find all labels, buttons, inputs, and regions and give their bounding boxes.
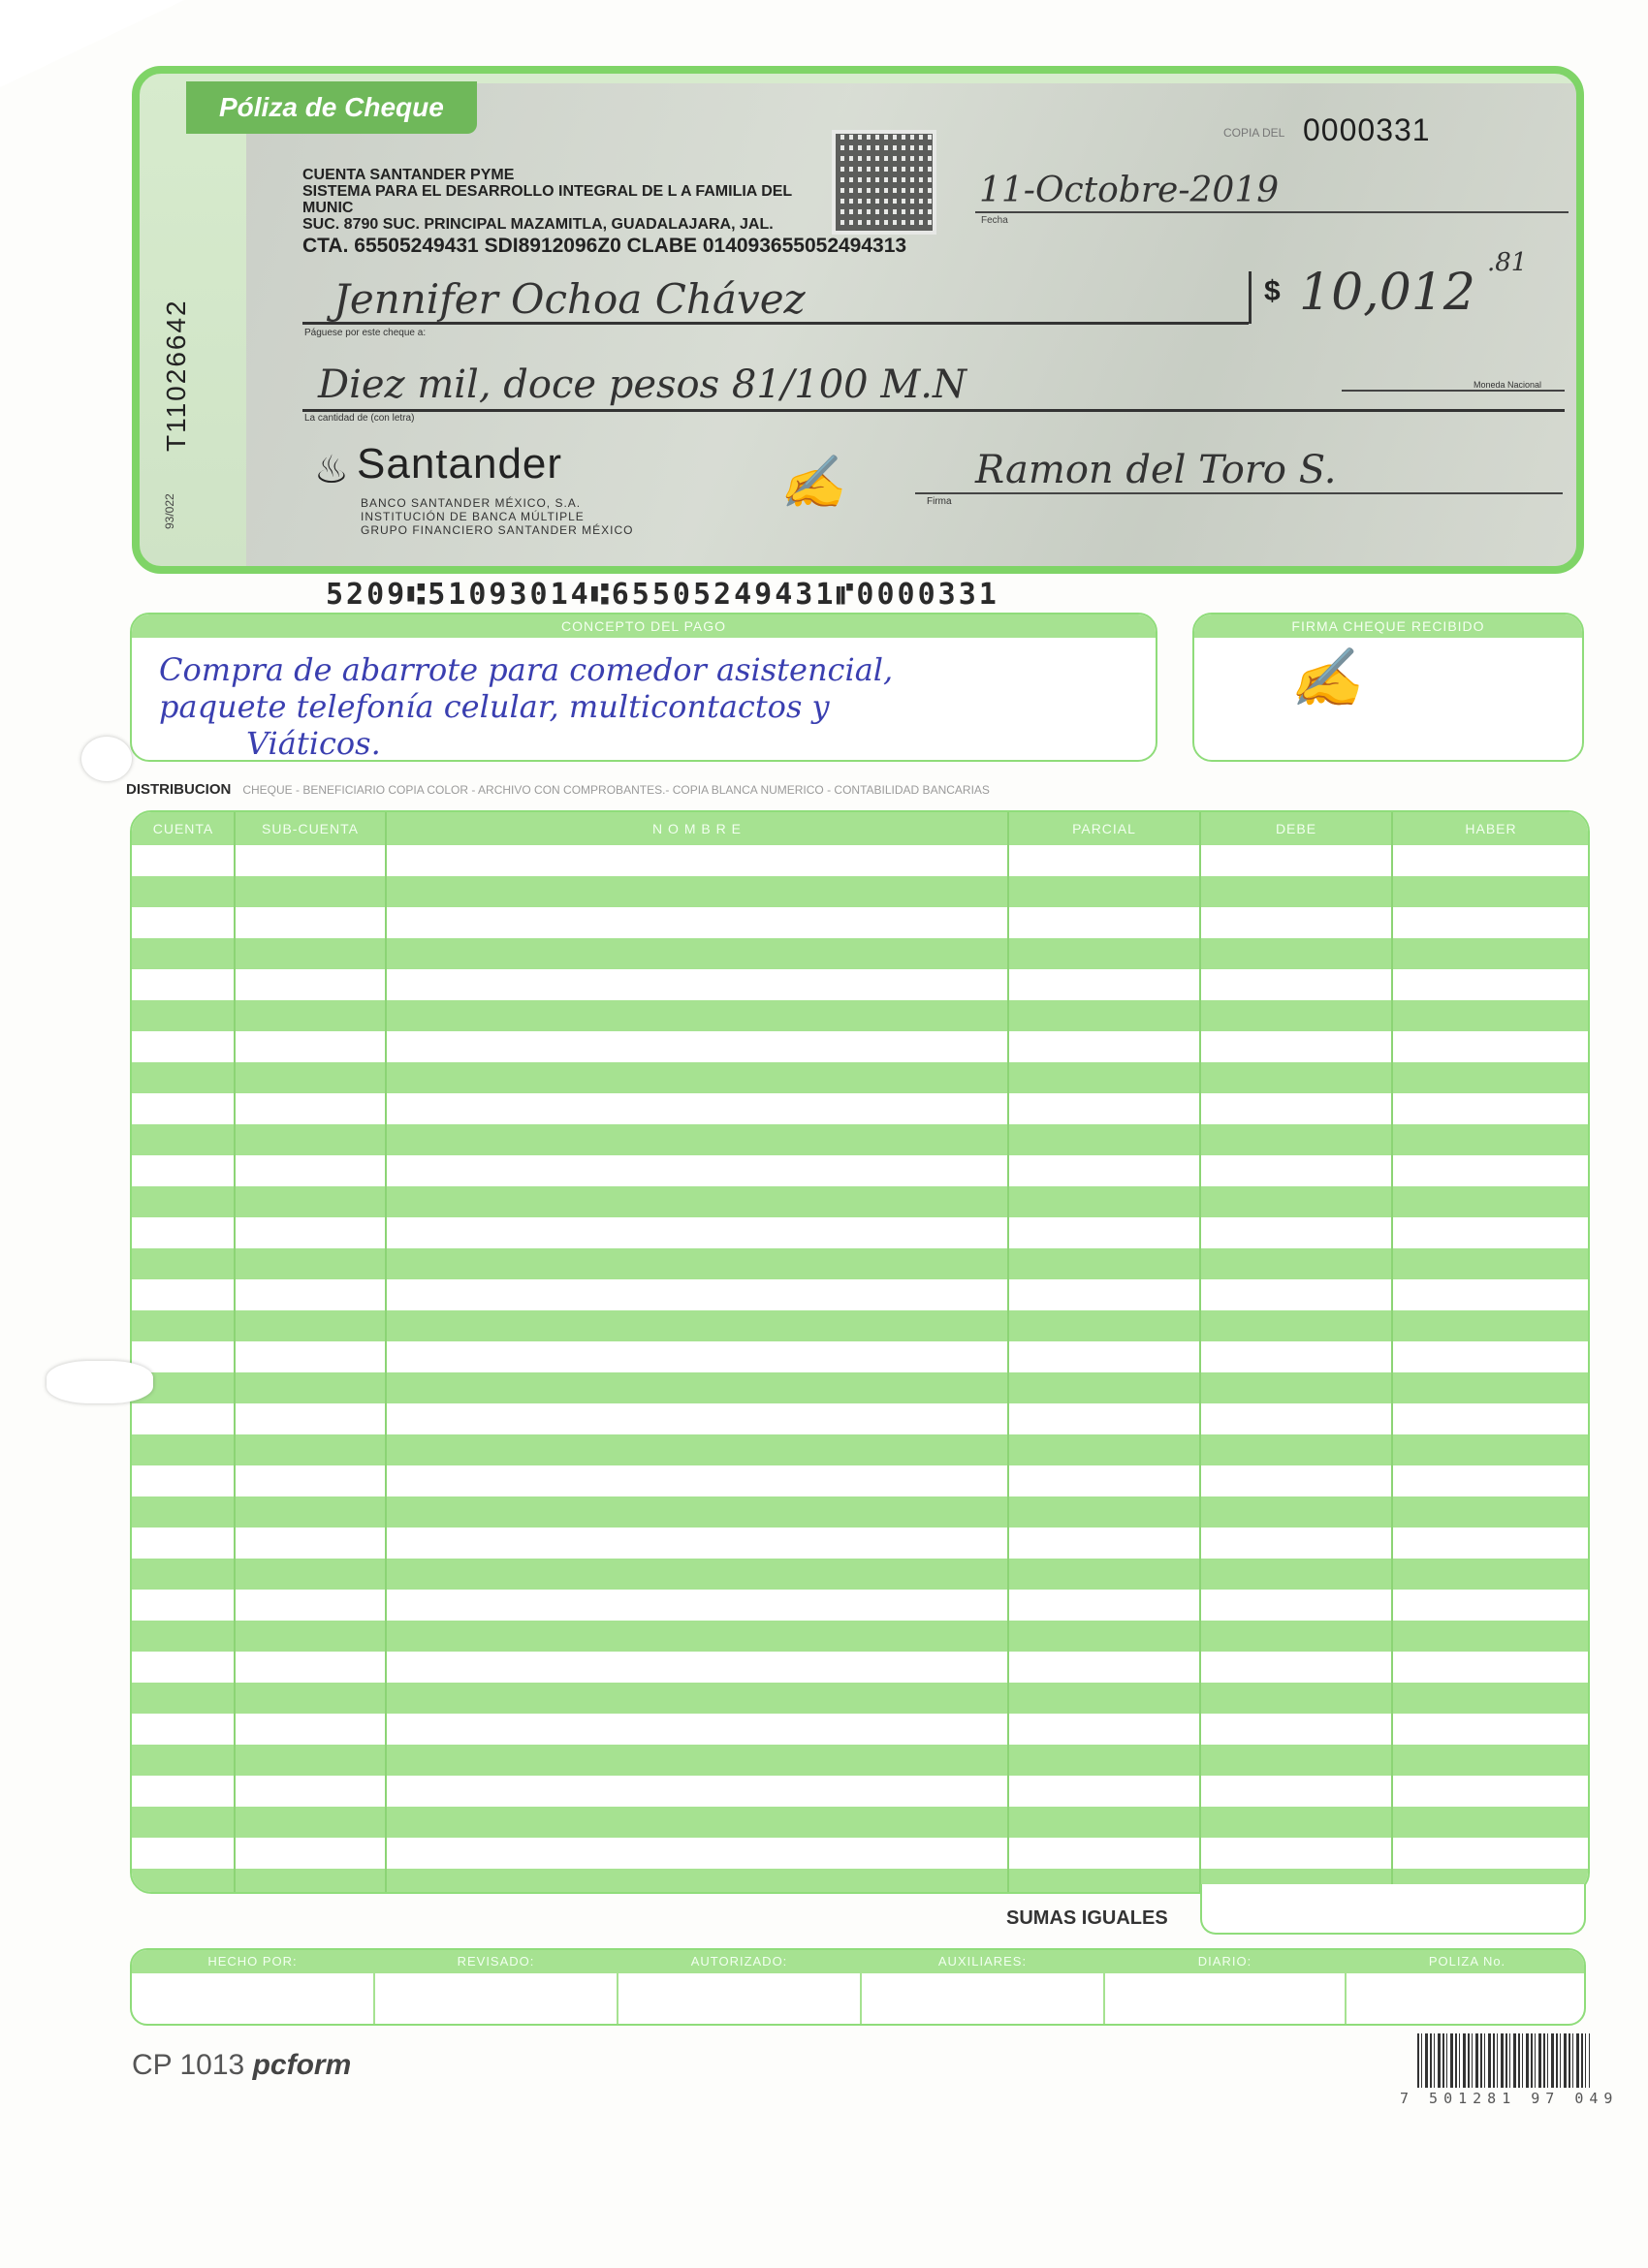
concepto-line: Compra de abarrote para comedor asistencial, [159,651,894,688]
col-divider [1391,812,1393,1892]
col-divider [385,812,387,1892]
bank-lines [361,496,633,537]
sumas-box [1200,1884,1586,1935]
barcode-icon [1417,2033,1590,2088]
account-line: MUNIC [302,200,354,216]
santander-flame-icon: ♨ [314,449,349,491]
signature-line [915,492,1563,494]
payee-handwritten: Jennifer Ochoa Chávez [333,275,806,323]
approval-label: REVISADO: [375,1950,617,1973]
ledger-stripe [132,1621,1588,1652]
col-parcial: PARCIAL [1072,821,1136,836]
distribucion-text: CHEQUE - BENEFICIARIO COPIA COLOR - ARCHIVO CON COMPROBANTES.- COPIA BLANCA NUMERICO - CONTABILIDAD BANCARIAS [242,783,990,797]
date-line [975,211,1569,213]
signature-scribble: ✍ [779,452,845,513]
ledger-stripe [132,938,1588,969]
concepto-header: CONCEPTO DEL PAGO [132,614,1156,638]
approval-cell [1105,1950,1347,2024]
words-label: La cantidad de (con letra) [304,413,415,424]
sumas-iguales-label: SUMAS IGUALES [1006,1907,1168,1929]
ledger-stripe [132,876,1588,907]
concepto-line: paquete telefonía celular, multicontactos y [159,688,830,725]
copia-number: 0000331 [1303,112,1431,147]
ledger-stripe [132,1496,1588,1528]
ledger-stripe [132,1434,1588,1465]
ledger-table [130,810,1590,1894]
moneda-label: Moneda Nacional [1474,380,1542,390]
bank-line: INSTITUCIÓN DE BANCA MÚLTIPLE [361,510,585,523]
ledger-stripe [132,1372,1588,1403]
approval-cell [132,1950,375,2024]
fecha-label: Fecha [981,215,1008,226]
approval-label: AUXILIARES: [862,1950,1103,1973]
amount-words-handwritten: Diez mil, doce pesos 81/100 M.N [318,362,967,407]
ledger-stripe [132,1124,1588,1155]
account-line: SISTEMA PARA EL DESARROLLO INTEGRAL DE L A FAMILIA DEL [302,183,793,200]
qr-code-icon [832,130,936,235]
signature-name: Ramon del Toro S. [975,448,1337,492]
col-debe: DEBE [1275,821,1317,836]
side-serial: T11026642 [161,299,191,452]
date-handwritten: 11-Octobre-2019 [979,171,1280,210]
side-code: 93/022 [163,493,176,529]
col-cuenta: CUENTA [152,821,214,836]
ledger-stripe [132,1186,1588,1217]
words-line [302,409,1565,412]
payee-line [302,322,1249,325]
micr-line: 5209⑆51093014⑆65505249431⑈0000331 [326,578,999,612]
concepto-text [159,651,1128,762]
col-sub-cuenta: SUB-CUENTA [262,821,359,836]
copia-label: COPIA DEL [1223,126,1285,140]
approval-cell [375,1950,618,2024]
ledger-stripe [132,1000,1588,1031]
bank-line: BANCO SANTANDER MÉXICO, S.A. [361,496,582,510]
col-divider [234,812,236,1892]
amount-bracket [1249,271,1256,324]
account-line: SUC. 8790 SUC. PRINCIPAL MAZAMITLA, GUADALAJARA, JAL. [302,216,774,233]
punch-hole [81,737,132,781]
ledger-stripe [132,1745,1588,1776]
received-signature-scribble: ✍ [1289,645,1362,712]
bank-logo-name: Santander [357,440,563,488]
approval-row [130,1948,1586,2026]
amount-cents: .81 [1487,248,1528,277]
currency-symbol: $ [1264,275,1281,307]
barcode-number: 7 501281 97 049 [1400,2090,1619,2107]
col-divider [1007,812,1009,1892]
ledger-stripe [132,1807,1588,1838]
firma-label: Firma [927,496,952,507]
bank-line: GRUPO FINANCIERO SANTANDER MÉXICO [361,523,634,537]
approval-cell [618,1950,862,2024]
ledger-stripe [132,1248,1588,1279]
account-block [302,167,845,233]
ledger-stripe [132,1062,1588,1093]
punch-hole [47,1361,153,1403]
distribucion-line [126,781,990,798]
col-divider [1199,812,1201,1892]
amount-handwritten: 10,012 [1299,264,1475,322]
ledger-stripe [132,1310,1588,1341]
approval-label: AUTORIZADO: [618,1950,860,1973]
firma-recibido-box [1192,613,1584,762]
form-code [132,2049,351,2082]
account-numbers: CTA. 65505249431 SDI8912096Z0 CLABE 014093655052494313 [302,235,907,257]
ledger-stripe [132,1683,1588,1714]
approval-cell [1347,1950,1586,2024]
form-code-number: CP 1013 [132,2049,245,2081]
cheque [132,66,1584,574]
account-line: CUENTA SANTANDER PYME [302,167,515,183]
col-haber: HABER [1465,821,1517,836]
ledger-stripe [132,1559,1588,1590]
concepto-line: Viáticos. [246,725,381,762]
distribucion-label: DISTRIBUCION [126,781,232,798]
approval-label: POLIZA No. [1347,1950,1586,1973]
form-brand: pcform [252,2049,352,2081]
approval-label: HECHO POR: [132,1950,373,1973]
firma-recibido-header: FIRMA CHEQUE RECIBIDO [1194,614,1582,638]
approval-label: DIARIO: [1105,1950,1345,1973]
col-nombre: N O M B R E [652,821,742,836]
payee-label: Páguese por este cheque a: [304,328,427,338]
approval-cell [862,1950,1105,2024]
cheque-tab-title: Póliza de Cheque [186,81,477,134]
